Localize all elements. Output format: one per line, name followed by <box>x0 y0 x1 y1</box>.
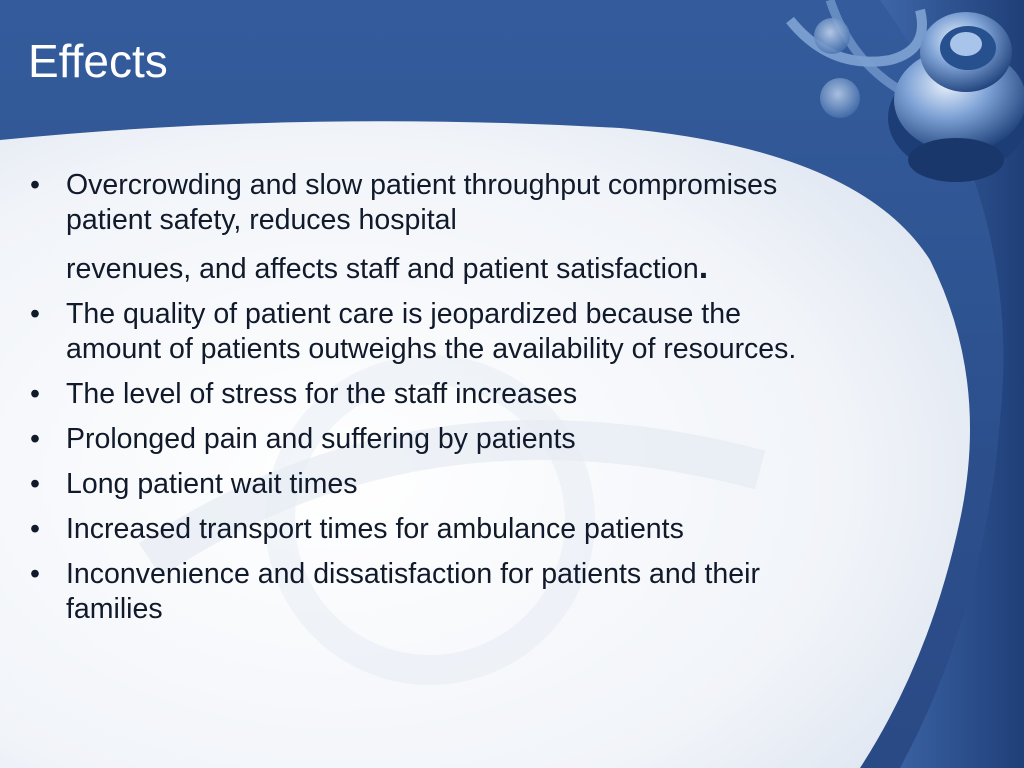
bullet-text-period: . <box>698 248 709 286</box>
bullet-text: Long patient wait times <box>66 468 358 500</box>
bullet-dot: • <box>30 378 40 410</box>
bullet-item <box>28 422 838 457</box>
bullet-dot: • <box>30 423 40 455</box>
bullet-dot: • <box>30 169 40 201</box>
bullet-dot: • <box>30 298 40 330</box>
bullet-item <box>28 557 838 627</box>
bullet-item <box>28 512 838 547</box>
bullet-text: The level of stress for the staff increases <box>66 378 578 410</box>
bullet-text: Increased transport times for ambulance patients <box>66 513 684 545</box>
bullet-dot: • <box>30 468 40 500</box>
bullet-item <box>28 467 838 502</box>
bullet-text: The quality of patient care is jeopardized because the amount of patients outweighs the availability of resources. <box>66 298 797 365</box>
bullet-item <box>28 297 838 367</box>
bullet-text: Inconvenience and dissatisfaction for patients and their families <box>66 558 760 625</box>
bullet-dot: • <box>30 513 40 545</box>
bullet-text: Prolonged pain and suffering by patients <box>66 423 576 455</box>
bullet-item <box>28 377 838 412</box>
bullet-list <box>28 168 838 637</box>
bullet-dot: • <box>30 558 40 590</box>
bullet-text-line-2: revenues, and affects staff and patient satisfaction <box>66 253 699 285</box>
bullet-item <box>28 168 838 287</box>
slide-title: Effects <box>28 35 168 87</box>
bullet-text-line-1: Overcrowding and slow patient throughput compromises patient safety, reduces hospital <box>66 169 778 236</box>
